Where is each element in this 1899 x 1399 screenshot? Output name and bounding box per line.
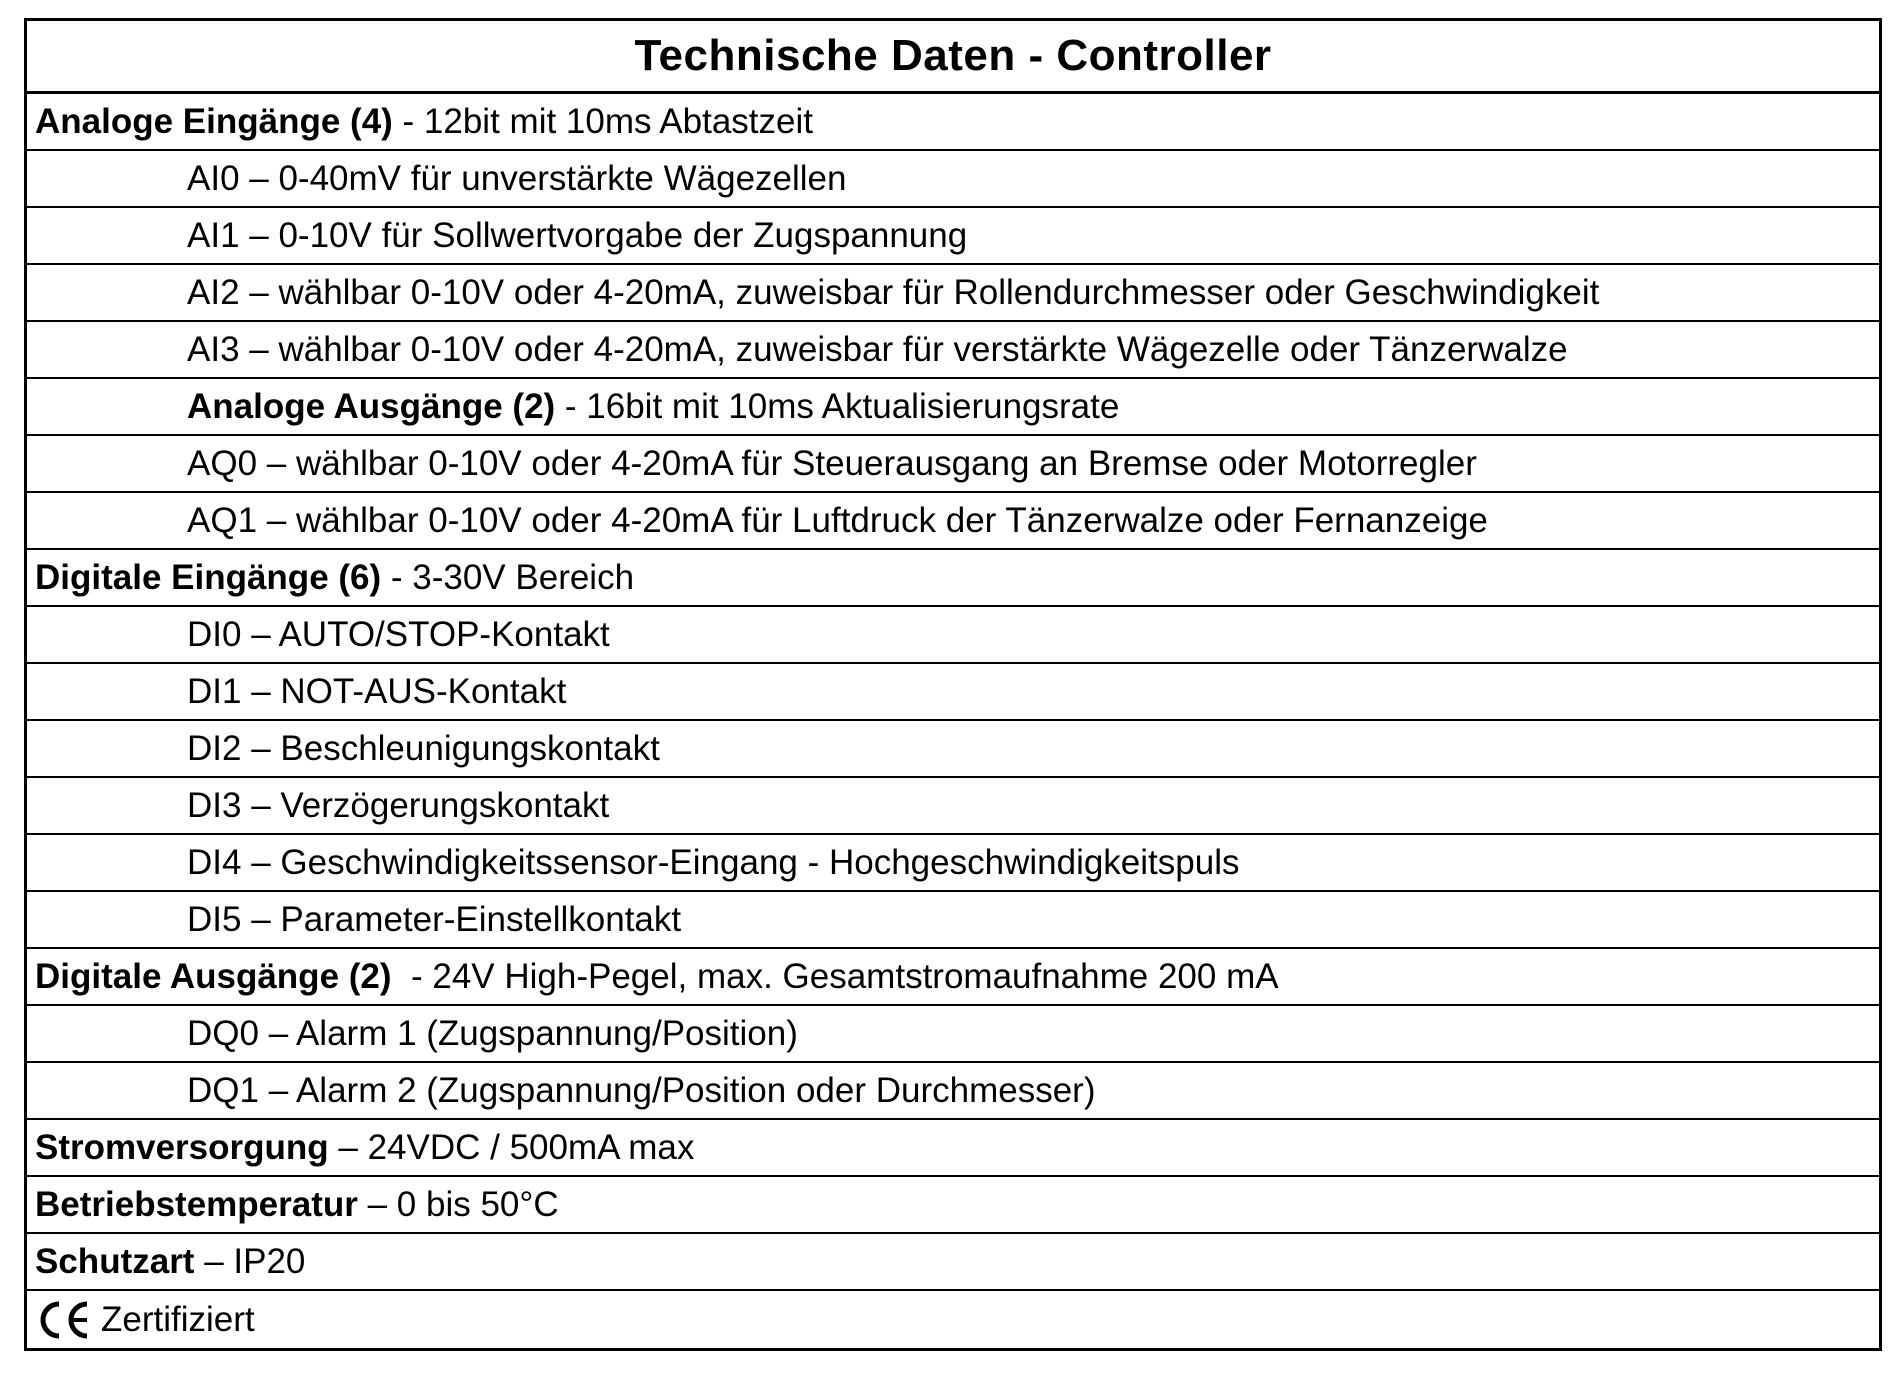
section-detail: - 16bit mit 10ms Aktualisierungsrate: [555, 386, 1120, 426]
list-item-text: DI0 – AUTO/STOP-Kontakt: [187, 614, 610, 654]
list-item-text: DQ1 – Alarm 2 (Zugspannung/Position oder Durchmesser): [187, 1070, 1096, 1110]
list-item: [27, 322, 1879, 379]
section-digital-outputs: [27, 949, 1879, 1006]
section-label: Digitale Ausgänge (2): [35, 956, 392, 996]
row-power-supply: [27, 1120, 1879, 1177]
row-detail: – 24VDC / 500mA max: [328, 1127, 695, 1167]
row-certification: [27, 1291, 1879, 1348]
list-item: [27, 721, 1879, 778]
row-detail: – IP20: [194, 1241, 306, 1281]
spec-table: [24, 18, 1882, 1351]
list-item: [27, 436, 1879, 493]
list-item: [27, 1006, 1879, 1063]
list-item: [27, 892, 1879, 949]
certification-text: Zertifiziert: [101, 1299, 255, 1339]
row-label: Betriebstemperatur: [35, 1184, 358, 1224]
row-protection-class: [27, 1234, 1879, 1291]
list-item: [27, 778, 1879, 835]
section-digital-inputs: [27, 550, 1879, 607]
section-label: Digitale Eingänge (6): [35, 557, 382, 597]
section-label: Analoge Ausgänge (2): [187, 386, 556, 426]
section-label: Analoge Eingänge (4): [35, 101, 393, 141]
list-item-text: AI2 – wählbar 0-10V oder 4-20mA, zuweisbar für Rollendurchmesser oder Geschwindigkeit: [187, 272, 1600, 312]
section-detail: - 24V High-Pegel, max. Gesamtstromaufnahme 200 mA: [391, 956, 1279, 996]
list-item-text: DI5 – Parameter-Einstellkontakt: [187, 899, 682, 939]
list-item-text: DI1 – NOT-AUS-Kontakt: [187, 671, 567, 711]
list-item-text: AI1 – 0-10V für Sollwertvorgabe der Zugspannung: [187, 215, 968, 255]
row-label: Stromversorgung: [35, 1127, 329, 1167]
list-item-text: DQ0 – Alarm 1 (Zugspannung/Position): [187, 1013, 798, 1053]
row-operating-temperature: [27, 1177, 1879, 1234]
row-label: Schutzart: [35, 1241, 195, 1281]
list-item-text: AQ1 – wählbar 0-10V oder 4-20mA für Luftdruck der Tänzerwalze oder Fernanzeige: [187, 500, 1488, 540]
list-item-text: AQ0 – wählbar 0-10V oder 4-20mA für Steuerausgang an Bremse oder Motorregler: [187, 443, 1477, 483]
list-item: [27, 664, 1879, 721]
list-item: [27, 493, 1879, 550]
table-title: [27, 21, 1879, 94]
list-item: [27, 607, 1879, 664]
section-detail: - 12bit mit 10ms Abtastzeit: [392, 101, 813, 141]
list-item: [27, 208, 1879, 265]
list-item: [27, 151, 1879, 208]
list-item-text: DI4 – Geschwindigkeitssensor-Eingang - Hochgeschwindigkeitspuls: [187, 842, 1240, 882]
section-detail: - 3-30V Bereich: [381, 557, 635, 597]
list-item-text: DI2 – Beschleunigungskontakt: [187, 728, 660, 768]
list-item-text: AI3 – wählbar 0-10V oder 4-20mA, zuweisbar für verstärkte Wägezelle oder Tänzerwalze: [187, 329, 1568, 369]
list-item: [27, 265, 1879, 322]
section-analog-outputs: [27, 379, 1879, 436]
row-detail: – 0 bis 50°C: [357, 1184, 559, 1224]
list-item: [27, 1063, 1879, 1120]
table-title-text: Technische Daten - Controller: [634, 31, 1272, 80]
section-analog-inputs: [27, 94, 1879, 151]
list-item-text: AI0 – 0-40mV für unverstärkte Wägezellen: [187, 158, 847, 198]
list-item: [27, 835, 1879, 892]
list-item-text: DI3 – Verzögerungskontakt: [187, 785, 610, 825]
ce-mark-icon: [35, 1300, 93, 1340]
